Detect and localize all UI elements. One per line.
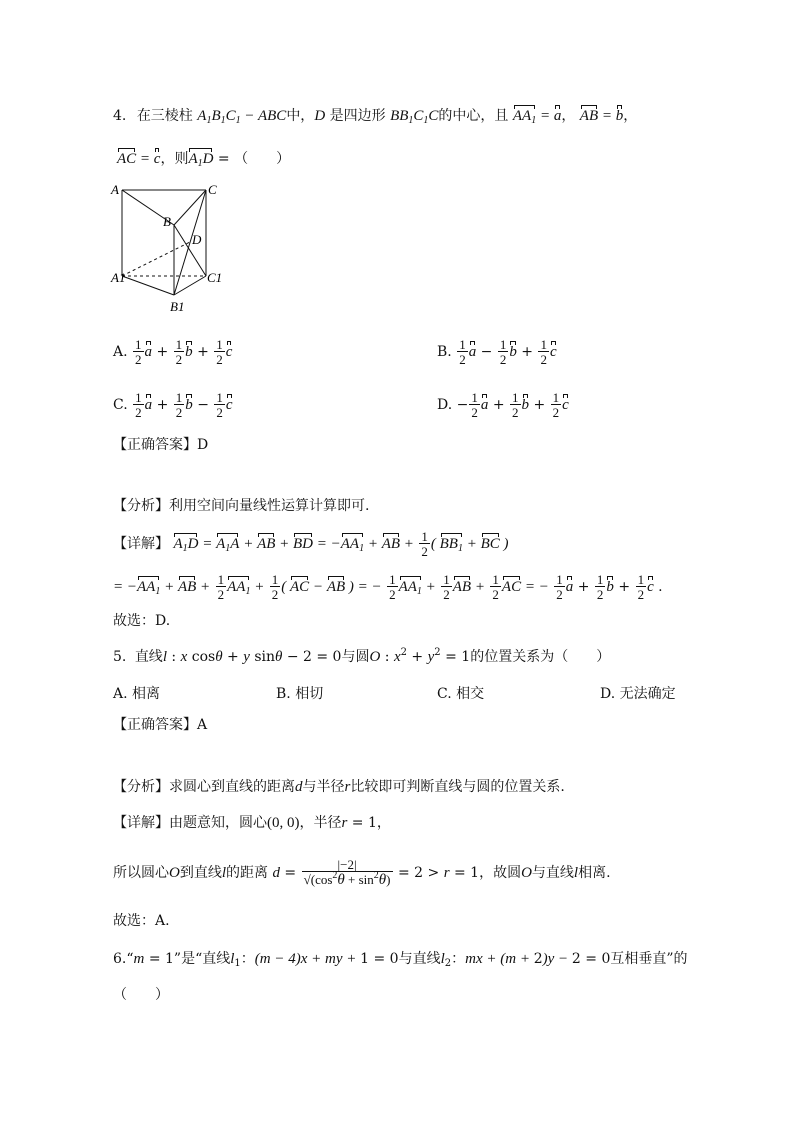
vertex-label-A: A (111, 182, 119, 197)
vertex-label-C: C (208, 182, 217, 197)
q4-detail-line2: = $-AA_1$ + AB + $\frac{1}{2}$ $AA_1$ + $\frac{1}{2}$ ( AC − AB ) = − $\frac{1}{2}$ $AA_1$ + $\frac{1}{2}$ AB + $\frac{1}{2}$ AC = − $\frac{1}{2}$ a + $\frac{1}{2}$ b + $\frac{1}{2}$ c . (113, 572, 663, 602)
q5-option-c[interactable]: C. 相交 (437, 686, 485, 702)
prism-figure (108, 180, 228, 320)
q4-answer: 【正确答案】D (113, 437, 209, 453)
q6-stem-line1: 6.“m = 1”是“直线$l_1$：(m − 4)x + my + 1 = 0与直线$l_2$：mx + (m + 2)y − 2 = 0互相垂直”的 (113, 951, 688, 969)
vertex-label-A1: A1 (111, 270, 126, 285)
q5-stem: 5. 直线l : x cosθ + y sinθ − 2 = 0与圆O : $x^2 + y^2 = 1$的位置关系为（ ） (113, 647, 611, 665)
vertex-label-D: D (192, 232, 202, 247)
q5-detail-line1: 【详解】由题意知，圆心(0, 0)，半径r = 1， (113, 815, 391, 831)
q5-option-d[interactable]: D. 无法确定 (600, 686, 676, 702)
q4-detail-line1: 【详解】 $A_1D = A_1A$ + AB + BD = $-AA_1$ + AB + $\frac{1}{2}$ ( $BB_1$ + BC ) (113, 529, 509, 559)
q4-number: 4. (113, 108, 127, 124)
q4-option-d[interactable]: D. − $\frac{1}{2}$ a + $\frac{1}{2}$ b + $\frac{1}{2}$ c (437, 390, 569, 420)
q4-option-c[interactable]: C. $\frac{1}{2}$ a + $\frac{1}{2}$ b − $\frac{1}{2}$ c (113, 390, 233, 420)
vertex-label-B1: B1 (170, 299, 185, 314)
q5-option-b[interactable]: B. 相切 (276, 686, 324, 702)
vertex-label-B: B (163, 214, 171, 229)
q4-analysis: 【分析】利用空间向量线性运算计算即可. (113, 498, 370, 514)
q5-detail-line2: 所以圆心O到直线l的距离 d = $\frac{|-2|}{√(\cos^2\theta + \sin^2\theta)}$ = 2 > r = 1，故圆O与直线l相离. (113, 857, 611, 888)
vertex-label-C1: C1 (207, 270, 223, 285)
q5-number: 5. (113, 649, 127, 665)
q4-option-a[interactable]: A. $\frac{1}{2}$ a + $\frac{1}{2}$ b + $\frac{1}{2}$ c (113, 337, 233, 367)
q5-conclusion: 故选：A. (113, 913, 170, 929)
q4-conclusion: 故选：D. (113, 613, 171, 629)
q5-analysis: 【分析】求圆心到直线的距离d与半径r比较即可判断直线与圆的位置关系. (113, 779, 565, 795)
q6-paren: （ ） (113, 987, 169, 1003)
q4-option-b[interactable]: B. $\frac{1}{2}$ a − $\frac{1}{2}$ b + $\frac{1}{2}$ c (437, 337, 557, 367)
q4-stem-line2: AC = c，则$A_1D$ = （ ） (117, 151, 291, 169)
q6-number: 6. (113, 951, 127, 967)
q5-option-a[interactable]: A. 相离 (113, 686, 161, 702)
q5-answer: 【正确答案】A (113, 717, 208, 733)
q4-stem-line1: 4. 在三棱柱 $A_1B_1C_1$ − ABC中，D 是四边形 $BB_1C_1C$的中心，且 $AA_1 = a$， AB = b， (113, 108, 638, 126)
